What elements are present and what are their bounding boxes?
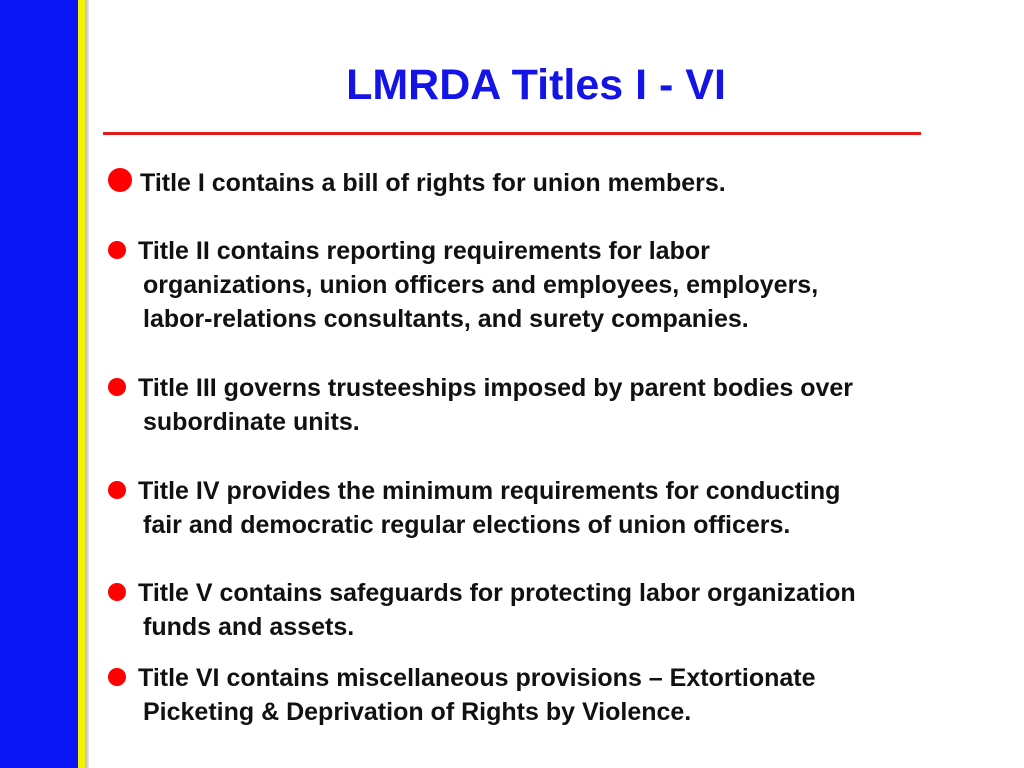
bullet-line: subordinate units. xyxy=(143,408,360,436)
bullet-text xyxy=(103,371,1003,439)
bullet-item-title-1 xyxy=(103,166,1003,200)
bullet-line: labor-relations consultants, and surety companies. xyxy=(143,305,749,333)
slide-title: LMRDA Titles I - VI xyxy=(346,61,726,109)
bullet-line: fair and democratic regular elections of union officers. xyxy=(143,511,791,539)
bullet-item-title-2 xyxy=(103,234,1003,336)
bullet-text xyxy=(103,661,1003,729)
bullet-line: Title IV provides the minimum requirements for conducting xyxy=(138,477,841,505)
bullet-text xyxy=(103,474,1003,542)
bullet-dot-icon xyxy=(108,241,126,259)
bullet-dot-icon xyxy=(108,583,126,601)
bullet-line: Title V contains safeguards for protecting labor organization xyxy=(138,579,856,607)
bullet-dot-icon xyxy=(108,168,132,192)
title-divider xyxy=(103,132,921,135)
bullet-item-title-6 xyxy=(103,661,1003,729)
bullet-dot-icon xyxy=(108,378,126,396)
bullet-line: organizations, union officers and employees, employers, xyxy=(143,271,819,299)
sidebar-blue-bar xyxy=(0,0,80,768)
bullet-dot-icon xyxy=(108,668,126,686)
bullet-item-title-5 xyxy=(103,576,1003,644)
bullet-line: Title VI contains miscellaneous provisions – Extortionate xyxy=(138,664,816,692)
bullet-text xyxy=(103,166,1003,200)
bullet-line: Title III governs trusteeships imposed by parent bodies over xyxy=(138,374,854,402)
sidebar-yellow-stripe xyxy=(78,0,85,768)
bullet-line: Picketing & Deprivation of Rights by Violence. xyxy=(143,698,692,726)
bullet-text xyxy=(103,576,1003,644)
bullet-text xyxy=(103,234,1003,336)
bullet-line: Title II contains reporting requirements for labor xyxy=(138,237,710,265)
bullet-item-title-3 xyxy=(103,371,1003,439)
bullet-line: funds and assets. xyxy=(143,613,355,641)
bullet-dot-icon xyxy=(108,481,126,499)
bullet-item-title-4 xyxy=(103,474,1003,542)
sidebar-shadow xyxy=(85,0,89,768)
bullet-line: Title I contains a bill of rights for union members. xyxy=(140,169,726,197)
